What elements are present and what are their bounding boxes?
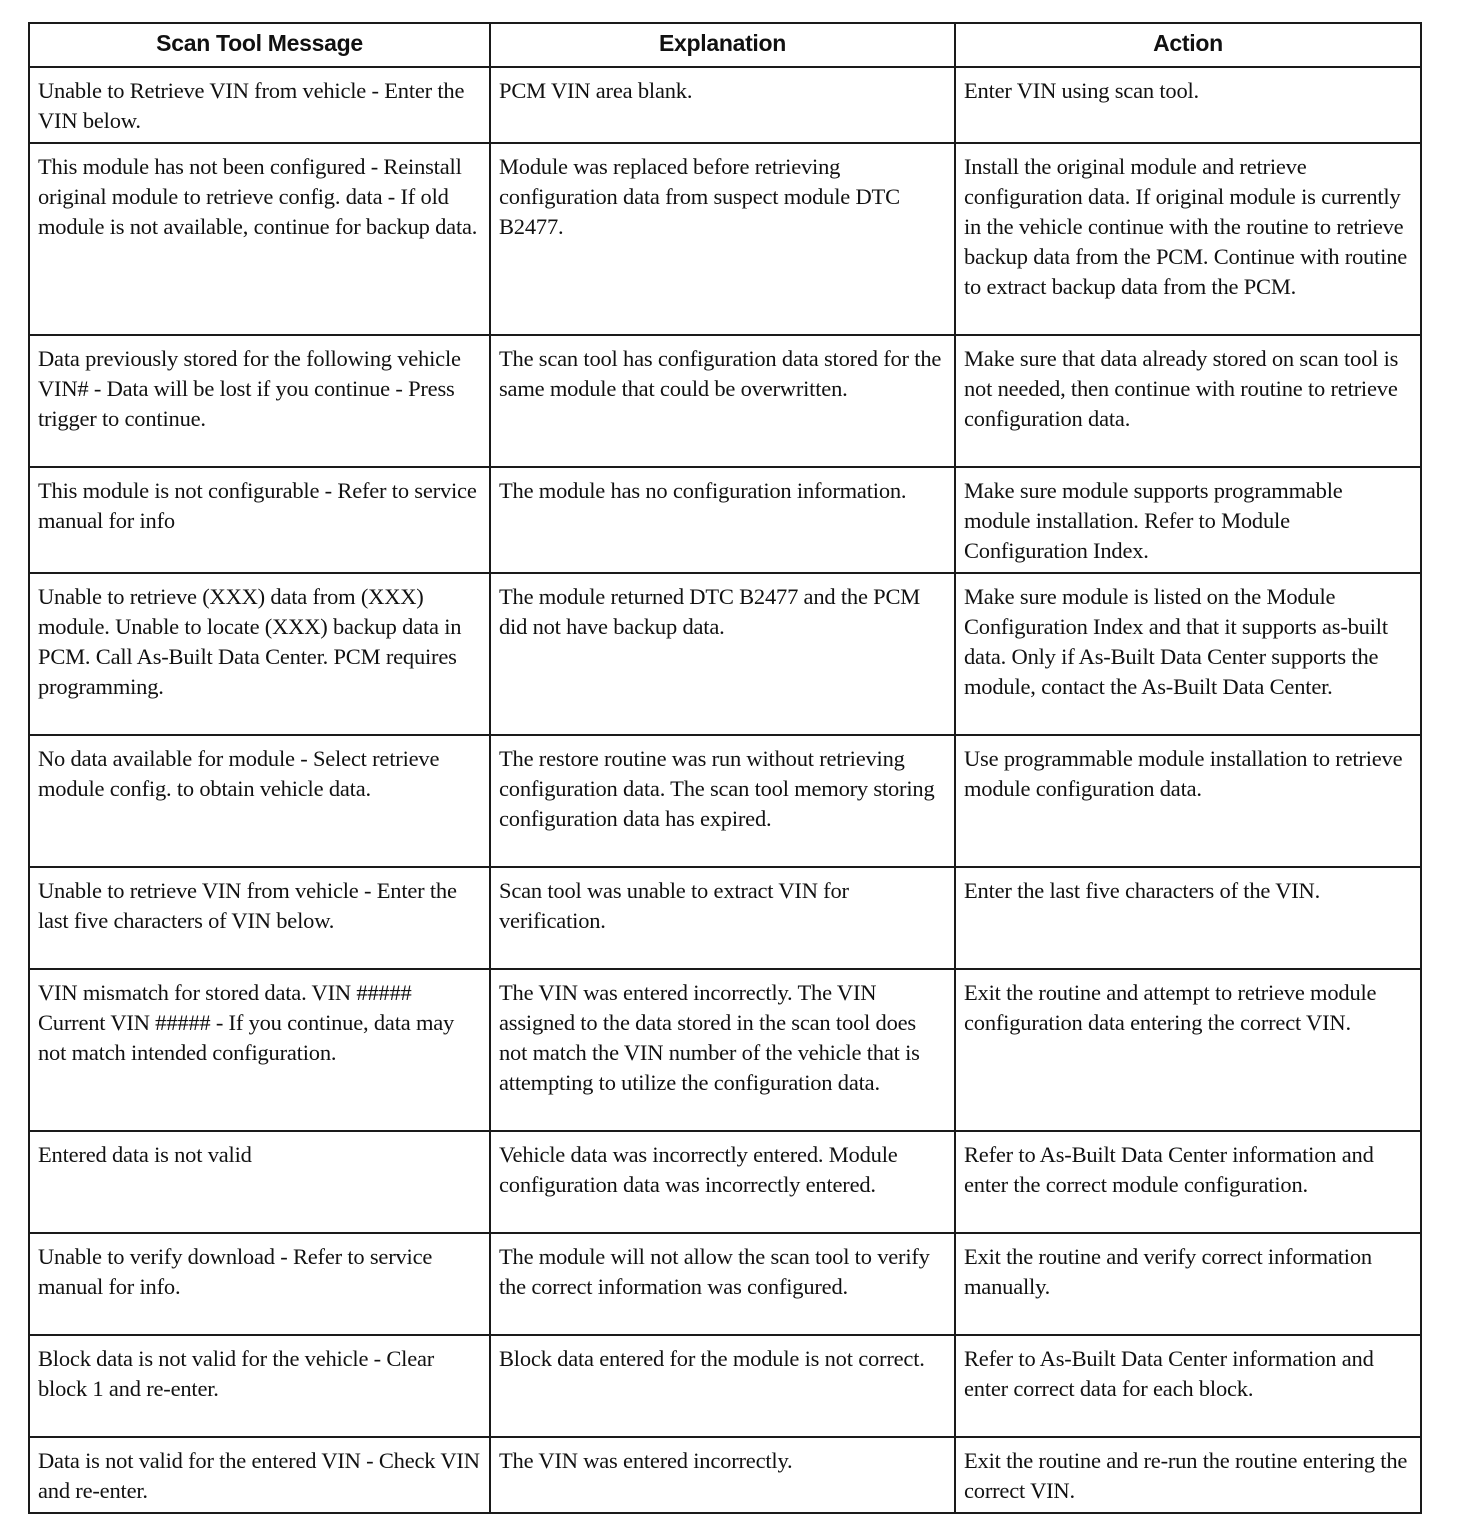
action-cell: Make sure module is listed on the Module Configuration Index and that it supports as-built data. Only if As-Built Data Center supports the module, contact the As-Built Data Center. [955,573,1421,735]
table-row [29,335,1421,467]
explanation-cell: The module has no configuration information. [490,467,955,573]
table-row [29,735,1421,867]
scan-tool-message-table [28,22,1422,1514]
action-cell: Refer to As-Built Data Center information and enter the correct module configuration. [955,1131,1421,1233]
message-cell: Unable to Retrieve VIN from vehicle - Enter the VIN below. [29,67,490,143]
action-cell: Use programmable module installation to retrieve module configuration data. [955,735,1421,867]
explanation-cell: The module returned DTC B2477 and the PCM did not have backup data. [490,573,955,735]
action-cell: Exit the routine and attempt to retrieve module configuration data entering the correct VIN. [955,969,1421,1131]
message-cell: Unable to retrieve VIN from vehicle - Enter the last five characters of VIN below. [29,867,490,969]
explanation-cell: The scan tool has configuration data stored for the same module that could be overwritten. [490,335,955,467]
explanation-cell: Vehicle data was incorrectly entered. Module configuration data was incorrectly entered. [490,1131,955,1233]
action-cell: Exit the routine and re-run the routine entering the correct VIN. [955,1437,1421,1513]
explanation-cell: Module was replaced before retrieving configuration data from suspect module DTC B2477. [490,143,955,335]
explanation-cell: The VIN was entered incorrectly. [490,1437,955,1513]
header-explanation: Explanation [490,23,955,67]
action-cell: Enter the last five characters of the VIN. [955,867,1421,969]
table-row [29,1233,1421,1335]
table-row [29,1437,1421,1513]
header-row [29,23,1421,67]
action-cell: Exit the routine and verify correct information manually. [955,1233,1421,1335]
message-cell: Block data is not valid for the vehicle - Clear block 1 and re-enter. [29,1335,490,1437]
explanation-cell: The module will not allow the scan tool to verify the correct information was configured. [490,1233,955,1335]
table-row [29,143,1421,335]
header-action: Action [955,23,1421,67]
message-cell: No data available for module - Select retrieve module config. to obtain vehicle data. [29,735,490,867]
action-cell: Refer to As-Built Data Center information and enter correct data for each block. [955,1335,1421,1437]
message-cell: This module has not been configured - Reinstall original module to retrieve config. data - If old module is not available, continue for backup data. [29,143,490,335]
header-scan-tool-message: Scan Tool Message [29,23,490,67]
action-cell: Install the original module and retrieve configuration data. If original module is currently in the vehicle continue with the routine to retrieve backup data from the PCM. Continue with routine to extract backup data from the PCM. [955,143,1421,335]
action-cell: Make sure module supports programmable module installation. Refer to Module Configuration Index. [955,467,1421,573]
table-row [29,1335,1421,1437]
explanation-cell: The restore routine was run without retrieving configuration data. The scan tool memory storing configuration data has expired. [490,735,955,867]
action-cell: Make sure that data already stored on scan tool is not needed, then continue with routine to retrieve configuration data. [955,335,1421,467]
message-cell: Entered data is not valid [29,1131,490,1233]
message-cell: Unable to retrieve (XXX) data from (XXX) module. Unable to locate (XXX) backup data in PCM. Call As-Built Data Center. PCM requires programming. [29,573,490,735]
message-cell: This module is not configurable - Refer to service manual for info [29,467,490,573]
message-cell: Data is not valid for the entered VIN - Check VIN and re-enter. [29,1437,490,1513]
table-row [29,1131,1421,1233]
table-row [29,867,1421,969]
message-cell: Data previously stored for the following vehicle VIN# - Data will be lost if you continue - Press trigger to continue. [29,335,490,467]
table-row [29,969,1421,1131]
message-cell: VIN mismatch for stored data. VIN ##### Current VIN ##### - If you continue, data may not match intended configuration. [29,969,490,1131]
explanation-cell: The VIN was entered incorrectly. The VIN assigned to the data stored in the scan tool does not match the VIN number of the vehicle that is attempting to utilize the configuration data. [490,969,955,1131]
action-cell: Enter VIN using scan tool. [955,67,1421,143]
table-row [29,67,1421,143]
explanation-cell: Block data entered for the module is not correct. [490,1335,955,1437]
message-cell: Unable to verify download - Refer to service manual for info. [29,1233,490,1335]
table-row [29,467,1421,573]
table-row [29,573,1421,735]
explanation-cell: Scan tool was unable to extract VIN for verification. [490,867,955,969]
explanation-cell: PCM VIN area blank. [490,67,955,143]
